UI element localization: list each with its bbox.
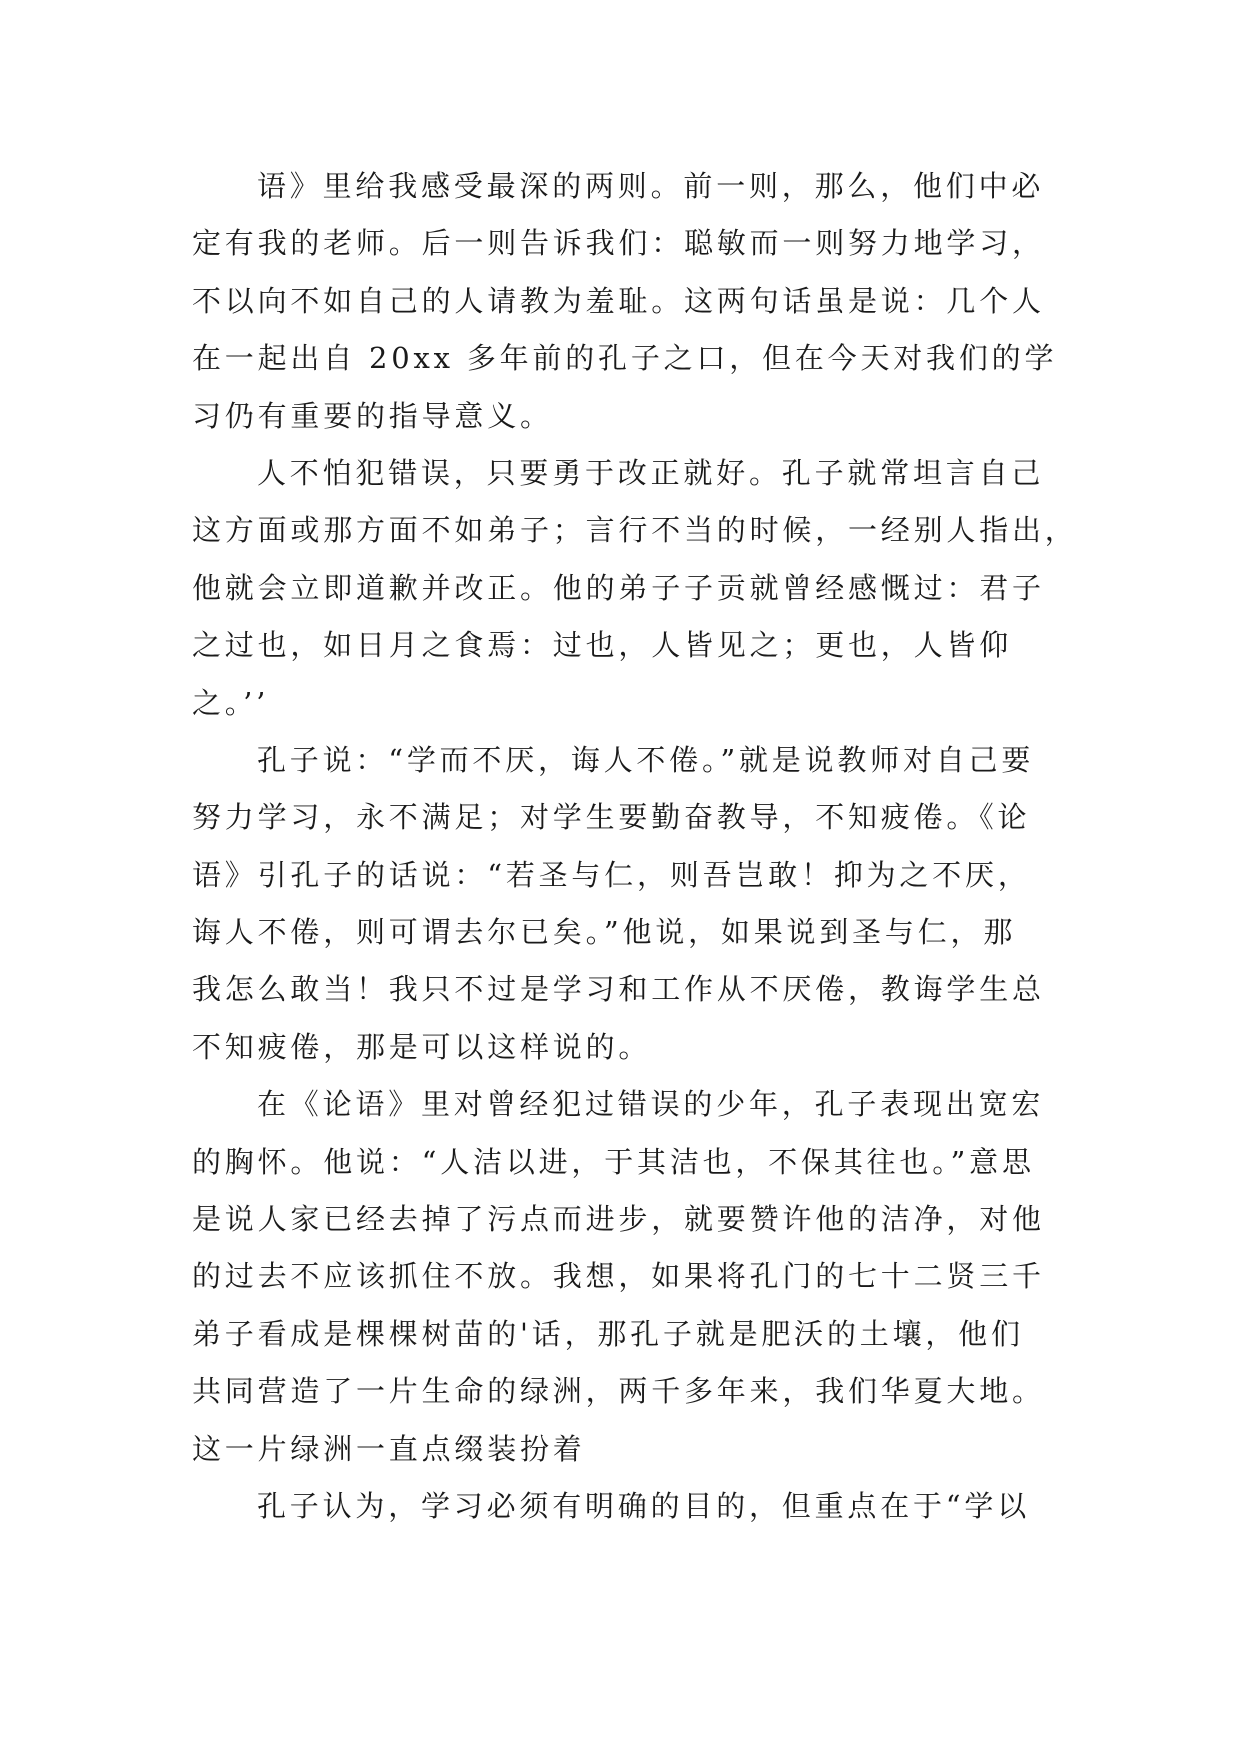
paragraph-4 <box>192 1076 1092 1478</box>
text-line: 在《论语》里对曾经犯过错误的少年，孔子表现出宽宏 <box>257 1087 1045 1122</box>
text-line: 努力学习，永不满足；对学生要勤奋教导，不知疲倦。《论 <box>192 800 1031 835</box>
text-line: 之过也，如日月之食焉：过也，人皆见之；更也，人皆仰 <box>192 628 1013 663</box>
text-line: 是说人家已经去掉了污点而进步，就要赞许他的洁净，对他 <box>192 1202 1045 1237</box>
text-line: 他就会立即道歉并改正。他的弟子子贡就曾经感慨过：君子 <box>192 570 1045 605</box>
text-line: 这方面或那方面不如弟子；言行不当的时候，一经别人指出， <box>192 513 1078 548</box>
text-line: 语》引孔子的话说：“若圣与仁，则吾岂敢！抑为之不厌， <box>192 857 1031 892</box>
text-line: 人不怕犯错误，只要勇于改正就好。孔子就常坦言自己 <box>257 455 1045 490</box>
text-line: 孔子说：“学而不厌，诲人不倦。”就是说教师对自己要 <box>257 742 1035 777</box>
text-line: 定有我的老师。后一则告诉我们：聪敏而一则努力地学习， <box>192 226 1045 261</box>
paragraph-2 <box>192 445 1092 732</box>
text-line: 诲人不倦，则可谓去尔已矣。”他说，如果说到圣与仁，那 <box>192 915 1017 950</box>
text-line: 的胸怀。他说：“人洁以进，于其洁也，不保其往也。”意思 <box>192 1144 1035 1179</box>
text-line: 这一片绿洲一直点缀装扮着 <box>192 1431 586 1466</box>
text-line: 我怎么敢当！我只不过是学习和工作从不厌倦，教诲学生总 <box>192 972 1045 1007</box>
document-body <box>192 158 1092 1535</box>
paragraph-1 <box>192 158 1092 445</box>
text-line: 的过去不应该抓住不放。我想，如果将孔门的七十二贤三千 <box>192 1259 1045 1294</box>
text-line: 不以向不如自己的人请教为羞耻。这两句话虽是说：几个人 <box>192 283 1045 318</box>
text-line: 在一起出自 20xx 多年前的孔子之口，但在今天对我们的学 <box>192 341 1058 376</box>
text-line: 弟子看成是棵棵树苗的'话，那孔子就是肥沃的土壤，他们 <box>192 1316 1024 1351</box>
text-line: 孔子认为，学习必须有明确的目的，但重点在于“学以 <box>257 1488 1031 1523</box>
text-line: 不知疲倦，那是可以这样说的。 <box>192 1029 652 1064</box>
text-line: 语》里给我感受最深的两则。前一则，那么，他们中必 <box>257 169 1045 203</box>
paragraph-5 <box>192 1478 1092 1535</box>
text-line: 共同营造了一片生命的绿洲，两千多年来，我们华夏大地。 <box>192 1374 1045 1409</box>
text-line: 习仍有重要的指导意义。 <box>192 398 553 433</box>
paragraph-3 <box>192 732 1092 1076</box>
text-line: 之。’’ <box>192 685 270 720</box>
